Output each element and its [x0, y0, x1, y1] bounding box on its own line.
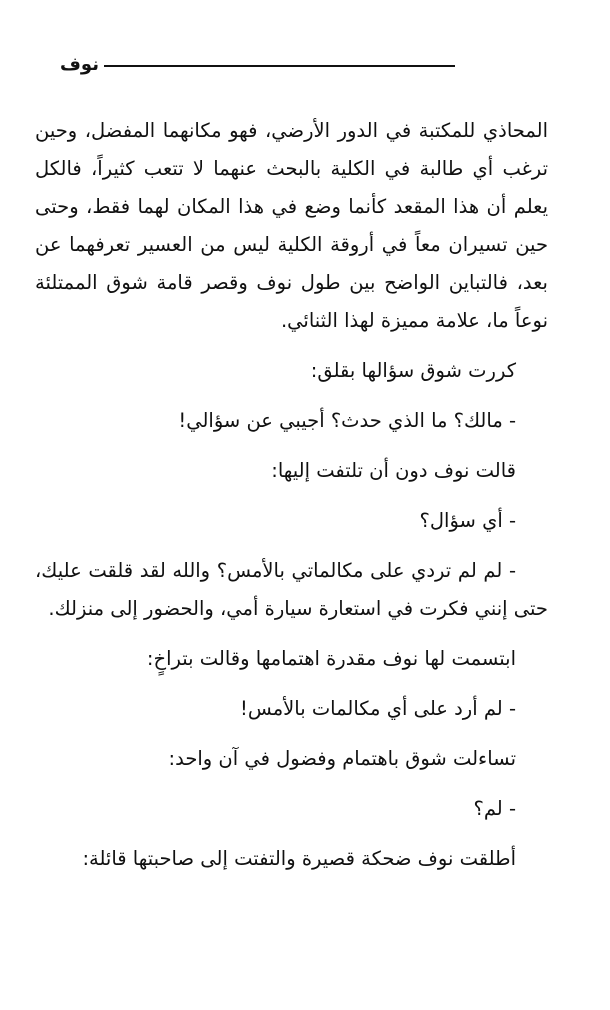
header-rule — [104, 65, 455, 67]
paragraph-dialogue: - لم لم تردي على مكالماتي بالأمس؟ والله لقد قلقت عليك، حتى إنني فكرت في استعارة سيارة أمي، والحضور إلى منزلك. — [35, 559, 548, 620]
paragraph-dialogue: - أي سؤال؟ — [419, 509, 516, 532]
paragraph-narration: قالت نوف دون أن تلتفت إليها: — [271, 459, 516, 482]
header-title: نوف — [60, 54, 99, 75]
paragraph-narration: تساءلت شوق باهتمام وفضول في آن واحد: — [168, 747, 516, 770]
paragraph-dialogue: - مالك؟ ما الذي حدث؟ أجيبي عن سؤالي! — [178, 409, 516, 432]
paragraph-narration: كررت شوق سؤالها بقلق: — [310, 359, 516, 382]
running-header — [60, 52, 455, 78]
paragraph-dialogue: - لم أرد على أي مكالمات بالأمس! — [240, 697, 516, 720]
body-text — [35, 112, 548, 890]
paragraph-dialogue: - لم؟ — [473, 797, 516, 820]
paragraph-narration: أطلقت نوف ضحكة قصيرة والتفتت إلى صاحبتها قائلة: — [82, 847, 516, 870]
paragraph-narration: المحاذي للمكتبة في الدور الأرضي، فهو مكانهما المفضل، وحين ترغب أي طالبة في الكلية بالبحث عنهما لا تتعب كثيراً، فالكل يعلم أن هذا المقعد كأنما وضع في هذا المكان لهما فقط، وحتى حين تسيران معاً في أروقة الكلية ليس من العسير تعرفهما عن بعد، فالتباين الواضح بين طول نوف وقصر قامة شوق الممتلئة نوعاً ما، علامة مميزة لهذا الثنائي. — [35, 119, 548, 332]
paragraph-narration: ابتسمت لها نوف مقدرة اهتمامها وقالت بتراخٍ: — [146, 647, 516, 670]
